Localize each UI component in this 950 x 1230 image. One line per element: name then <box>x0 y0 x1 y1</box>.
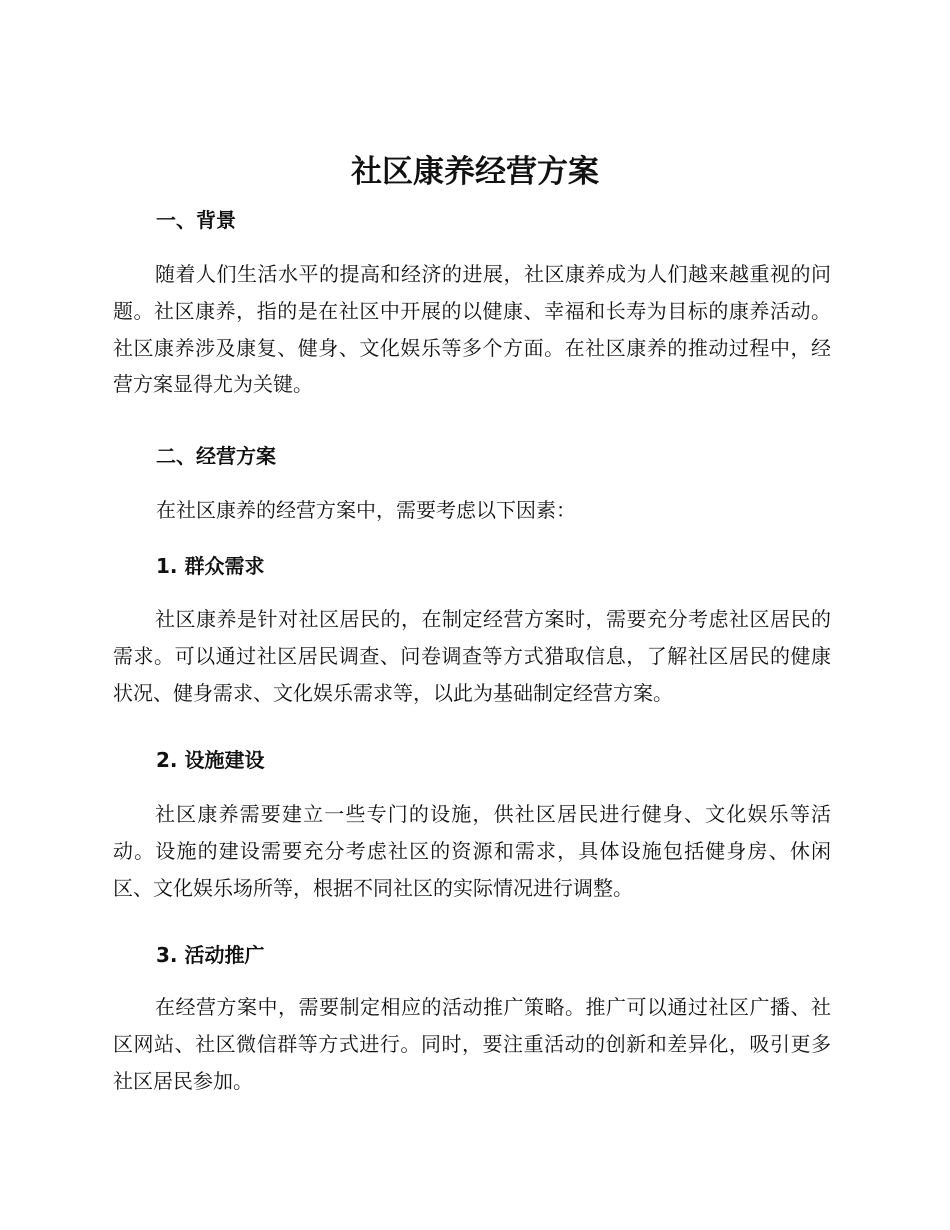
section-heading-background: 一、背景 <box>156 208 236 232</box>
subsection-heading-demand: 1. 群众需求 <box>156 554 265 578</box>
paragraph-promotion: 在经营方案中，需要制定相应的活动推广策略。推广可以通过社区广播、社区网站、社区微信群等方式进行。同时，要注重活动的创新和差异化，吸引更多社区居民参加。 <box>113 995 831 1093</box>
paragraph-facilities: 社区康养需要建立一些专门的设施，供社区居民进行健身、文化娱乐等活动。设施的建设需要充分考虑社区的资源和需求，具体设施包括健身房、休闲区、文化娱乐场所等，根据不同社区的实际情况进行调整。 <box>113 802 831 900</box>
paragraph-demand: 社区康养是针对社区居民的，在制定经营方案时，需要充分考虑社区居民的需求。可以通过社区居民调查、问卷调查等方式猎取信息，了解社区居民的健康状况、健身需求、文化娱乐需求等，以此为基础制定经营方案。 <box>113 607 831 705</box>
document-title: 社区康养经营方案 <box>351 154 599 190</box>
paragraph-plan-intro: 在社区康养的经营方案中，需要考虑以下因素： <box>156 498 576 522</box>
subsection-heading-facilities: 2. 设施建设 <box>156 748 265 772</box>
section-heading-plan: 二、经营方案 <box>156 444 276 468</box>
paragraph-background: 随着人们生活水平的提高和经济的进展，社区康养成为人们越来越重视的问题。社区康养，指的是在社区中开展的以健康、幸福和长寿为目标的康养活动。社区康养涉及康复、健身、文化娱乐等多个方面。在社区康养的推动过程中，经营方案显得尤为关键。 <box>113 262 831 397</box>
subsection-heading-promotion: 3. 活动推广 <box>156 943 265 967</box>
